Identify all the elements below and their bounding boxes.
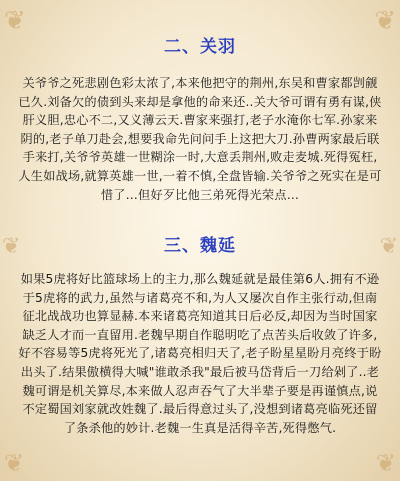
floral-ornament-icon: ❦ — [2, 234, 21, 259]
section-title-wei-yan: 三、魏延 — [164, 236, 236, 256]
section-body-guan-yu: 关爷爷之死悲剧色彩太浓了,本来他把守的荆州,东吴和曹家都剀觎已久.刘备欠的债到头来却是拿他的命来还..关大爷可谓有勇有谋,侠肝义胆,忠心不二,又义薄云天.曹家来强打,老子水淹你七军.孙家来阴的,老子单刀赴会,想要我命先问问手上这把大刀.孙曹两家最后联手来打,关爷爷英雄一世糊涂一时,大意丢荆州,败走麦城.死得冤枉,人生如战场,就算英雄一世,一着不慎,全盘皆输.关爷爷之死实在是可惜了…但好歹比他三弟死得光荣点… — [18, 76, 382, 202]
floral-ornament-icon: ❦ — [379, 234, 398, 259]
floral-ornament-icon: ❦ — [374, 6, 396, 36]
section-body-wei-yan: 如果5虎将好比篮球场上的主力,那么魏延就是最佳第6人.拥有不逊于5虎将的武力,虽然与诸葛亮不和,为人又屡次自作主张行动,但南征北战战功也算显赫.本来诸葛亮知道其日后必反,却因为当时国家缺乏人才而一直留用.老魏早期自作聪明吃了点苦头后收敛了许多,好不容易等5虎将死光了,诸葛亮相归天了,老子盼星星盼月亮终于盼出头了.结果傲横得大喊"谁敢杀我"最后被马岱背后一刀给剁了..老魏可谓是机关算尽,本来做人忍声吞气了大半辈子要是再谨慎点,说不定蜀国刘家就改姓魏了.最后得意过头了,没想到诸葛亮临死还留了条杀他的妙计.老魏一生真是活得辛苦,死得憋气. — [18, 272, 382, 435]
floral-ornament-icon: ❦ — [4, 449, 25, 477]
floral-ornament-icon: ❦ — [375, 449, 396, 477]
floral-ornament-icon: ❦ — [4, 6, 26, 36]
section-title-guan-yu: 二、关羽 — [164, 37, 236, 57]
